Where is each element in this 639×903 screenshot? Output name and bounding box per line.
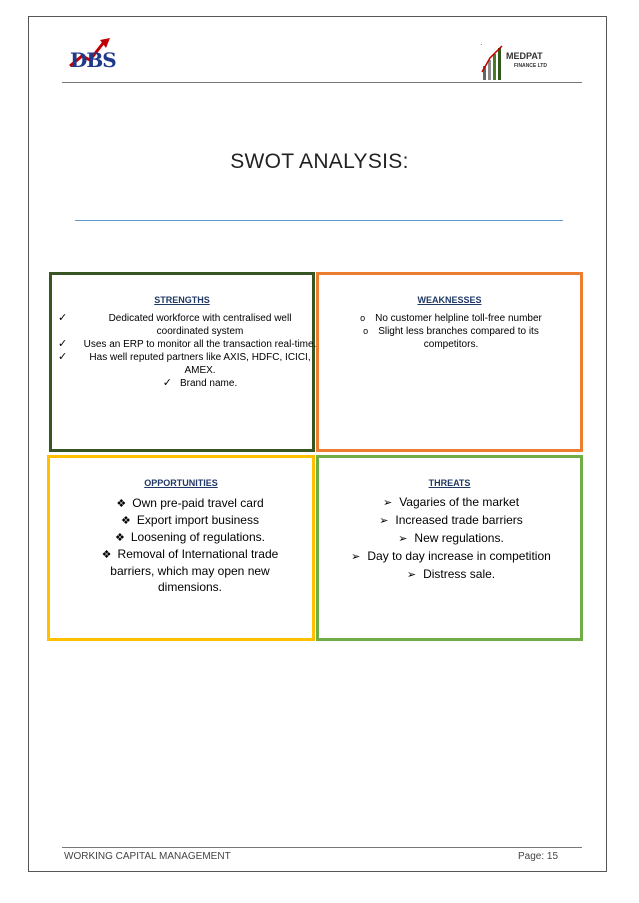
checkmark-icon: ✓ (162, 377, 172, 389)
four-diamond-icon: ❖ (121, 515, 131, 527)
four-diamond-icon: ❖ (116, 498, 127, 510)
threats-heading: THREATS (428, 478, 471, 488)
strengths-box (49, 272, 315, 452)
strengths-heading: STRENGTHS (154, 295, 210, 305)
list-item (58, 351, 318, 377)
list-item (323, 312, 579, 325)
weakness-text: Slight less branches compared to its competitors. (378, 326, 539, 350)
list-item (82, 377, 318, 390)
arrowhead-icon: ➢ (382, 497, 393, 509)
medpat-logo (480, 40, 570, 82)
list-item (323, 494, 579, 512)
checkmark-icon: ✓ (58, 338, 68, 350)
hollow-circle-icon: o (363, 326, 369, 336)
list-item (70, 546, 310, 595)
weakness-text: No customer helpline toll-free number (375, 313, 542, 324)
page-title: SWOT ANALYSIS: (230, 150, 409, 173)
opportunities-list (70, 495, 310, 595)
arrowhead-icon: ➢ (351, 551, 361, 563)
medpat-logo-sub: FINANCE LTD (514, 63, 547, 69)
four-diamond-icon: ❖ (115, 532, 125, 544)
list-item (70, 512, 310, 529)
footer-title: WORKING CAPITAL MANAGEMENT (64, 851, 231, 862)
medpat-bars-icon (480, 42, 506, 82)
opportunities-heading: OPPORTUNITIES (144, 478, 218, 488)
threat-text: New regulations. (414, 531, 504, 545)
threats-box (316, 455, 583, 641)
decorative-dot: · (480, 40, 483, 49)
weaknesses-box (316, 272, 583, 452)
title-underline (75, 220, 563, 221)
opportunity-text: Loosening of regulations. (130, 530, 265, 544)
checkmark-icon: ✓ (58, 312, 68, 324)
dbs-logo-text: DBS (70, 48, 116, 72)
list-item (70, 529, 310, 546)
strength-text: Uses an ERP to monitor all the transaction real-time. (83, 339, 317, 350)
strength-text: Dedicated workforce with centralised well coordinated system (108, 313, 292, 337)
threat-text: Vagaries of the market (399, 495, 520, 509)
strength-text: Brand name. (179, 378, 238, 389)
list-item (70, 495, 310, 512)
page-number: Page: 15 (518, 851, 559, 862)
list-item (323, 566, 579, 584)
strengths-list (58, 312, 318, 390)
arrowhead-icon: ➢ (406, 569, 417, 581)
list-item (323, 530, 579, 548)
weaknesses-heading: WEAKNESSES (417, 295, 482, 305)
opportunity-text: Own pre-paid travel card (132, 496, 264, 510)
list-item (323, 325, 579, 351)
arrowhead-icon: ➢ (379, 515, 389, 527)
four-diamond-icon: ❖ (101, 549, 112, 561)
medpat-logo-name: MEDPAT (506, 51, 543, 61)
list-item (58, 312, 318, 338)
arrowhead-icon: ➢ (398, 533, 408, 545)
opportunity-text: Removal of International trade barriers, which may open new dimensions. (110, 547, 279, 594)
checkmark-icon: ✓ (58, 351, 68, 363)
weaknesses-list (323, 312, 579, 351)
strength-text: Has well reputed partners like AXIS, HDFC, ICICI, AMEX. (89, 352, 311, 376)
header-divider (62, 82, 582, 83)
dbs-logo (66, 36, 130, 78)
hollow-circle-icon: o (360, 313, 366, 323)
footer-divider (62, 847, 582, 848)
list-item (58, 338, 318, 351)
threat-text: Day to day increase in competition (367, 549, 551, 563)
opportunity-text: Export import business (136, 513, 259, 527)
list-item (323, 512, 579, 530)
threat-text: Increased trade barriers (395, 513, 523, 527)
list-item (323, 548, 579, 566)
threats-list (323, 494, 579, 584)
threat-text: Distress sale. (423, 567, 496, 581)
opportunities-box (47, 455, 315, 641)
